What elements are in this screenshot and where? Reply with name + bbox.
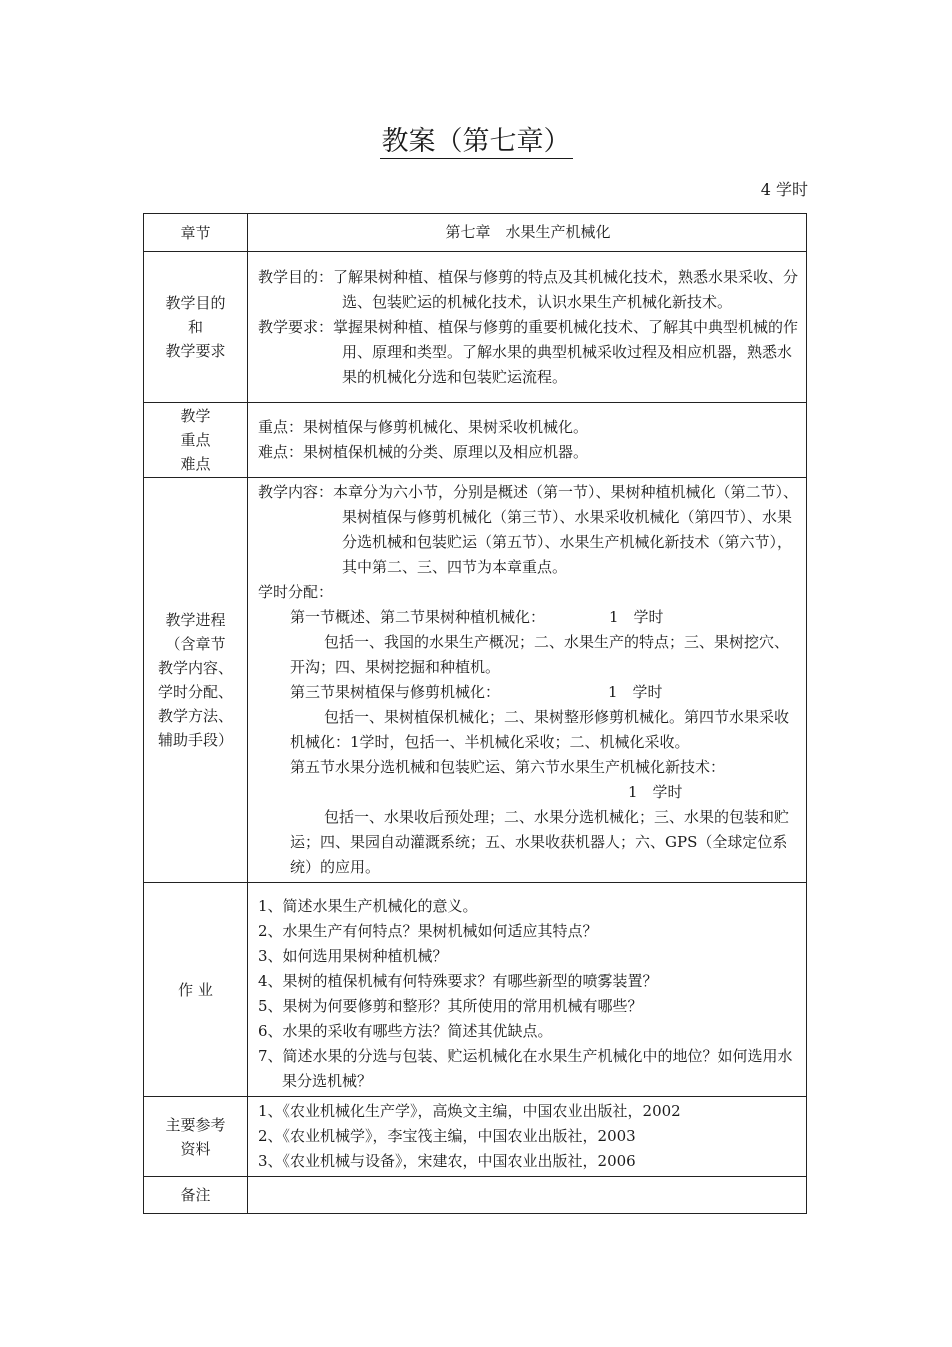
teaching-purpose: 教学目的：了解果树种植、植保与修剪的特点及其机械化技术，熟悉水果采收、分选、包装贮运的机械化技术，认识水果生产机械化新技术。 — [258, 267, 799, 311]
content-intro: 教学内容：本章分为六小节，分别是概述（第一节）、果树种植机械化（第二节）、果树植保与修剪机械化（第三节）、水果采收机械化（第四节）、水果分选机械和包装贮运（第五节）、水果生产机械化新技术（第六节），其中第二、三、四节为本章重点。 — [258, 483, 799, 576]
lesson-plan-table — [143, 213, 807, 1214]
reference-item: 1、《农业机械化生产学》，高焕文主编，中国农业出版社，2002 — [258, 1102, 681, 1120]
label-goals-line: 教学要求 — [165, 342, 226, 360]
label-progress-line: 教学内容、 — [157, 659, 233, 677]
label-progress-line: 学时分配、 — [157, 683, 233, 701]
label-goals-line: 教学目的 — [165, 294, 226, 312]
label-homework: 作 业 — [144, 883, 248, 1097]
label-progress-line: 教学进程 — [165, 611, 226, 629]
label-goals — [144, 252, 248, 403]
total-hours: 4 学时 — [760, 180, 808, 199]
homework-content — [248, 883, 807, 1097]
label-notes: 备注 — [144, 1177, 248, 1214]
reference-item: 3、《农业机械与设备》，宋建农，中国农业出版社，2006 — [258, 1152, 636, 1170]
homework-item: 1、简述水果生产机械化的意义。 — [258, 896, 478, 915]
label-progress — [144, 478, 248, 883]
section-2-detail: 包括一、果树植保机械化；二、果树整形修剪机械化。第四节水果采收机械化：1学时，包括一、半机械化采收；二、机械化采收。 — [290, 708, 790, 751]
page-title — [0, 122, 952, 162]
label-references-line: 资料 — [180, 1139, 211, 1158]
section-3-title: 第五节水果分选机械和包装贮运、第六节水果生产机械化新技术： — [290, 758, 726, 776]
section-2-title — [258, 680, 798, 705]
row-progress — [144, 478, 807, 883]
label-progress-line: 教学方法、 — [157, 707, 233, 725]
difficult-point: 难点：果树植保机械的分类、原理以及相应机器。 — [258, 443, 589, 461]
label-goals-line: 和 — [187, 318, 203, 336]
section-1-title — [258, 605, 798, 630]
goals-content — [248, 252, 807, 403]
section-2-title-text: 第三节果树植保与修剪机械化： — [290, 683, 501, 701]
homework-item: 2、水果生产有何特点？果树机械如何适应其特点？ — [258, 921, 598, 940]
key-point: 重点：果树植保与修剪机械化、果树采收机械化。 — [258, 418, 589, 436]
keypoints-content — [248, 403, 807, 478]
label-references-line: 主要参考 — [165, 1115, 226, 1134]
homework-item: 4、果树的植保机械有何特殊要求？有哪些新型的喷雾装置？ — [258, 971, 658, 990]
chapter-content: 第七章 水果生产机械化 — [248, 214, 807, 252]
row-references — [144, 1097, 807, 1177]
section-1-title-text: 第一节概述、第二节果树种植机械化： — [290, 608, 546, 626]
teaching-requirement: 教学要求：掌握果树种植、植保与修剪的重要机械化技术、了解其中典型机械的作用、原理和类型。了解水果的典型机械采收过程及相应机器，熟悉水果的机械化分选和包装贮运流程。 — [258, 317, 799, 386]
row-goals — [144, 252, 807, 403]
homework-item: 7、简述水果的分选与包装、贮运机械化在水果生产机械化中的地位？如何选用水果分选机械？ — [258, 1046, 793, 1090]
notes-content — [248, 1177, 807, 1214]
references-content — [248, 1097, 807, 1177]
homework-item: 3、如何选用果树种植机械？ — [258, 946, 448, 965]
label-chapter: 章节 — [144, 214, 248, 252]
label-keypoints-line: 难点 — [180, 455, 211, 473]
homework-item: 6、水果的采收有哪些方法？简述其优缺点。 — [258, 1021, 553, 1040]
homework-item: 5、果树为何要修剪和整形？其所使用的常用机械有哪些？ — [258, 996, 643, 1015]
progress-content — [248, 478, 807, 883]
label-keypoints — [144, 403, 248, 478]
row-homework — [144, 883, 807, 1097]
allocation-label: 学时分配： — [258, 583, 334, 601]
label-keypoints-line: 重点 — [180, 431, 211, 449]
label-references — [144, 1097, 248, 1177]
row-notes — [144, 1177, 807, 1214]
label-progress-line: 辅助手段） — [157, 731, 233, 749]
section-1-detail: 包括一、我国的水果生产概况；二、水果生产的特点；三、果树挖穴、开沟；四、果树挖掘和种植机。 — [290, 633, 790, 676]
page-title-text: 教案（第七章） — [381, 126, 571, 157]
section-2-hours: 1 学时 — [608, 683, 663, 701]
section-3-detail: 包括一、水果收后预处理；二、水果分选机械化；三、水果的包装和贮运；四、果园自动灌溉系统；五、水果收获机器人；六、GPS（全球定位系统）的应用。 — [290, 808, 790, 876]
row-keypoints — [144, 403, 807, 478]
label-progress-line: （含章节 — [165, 635, 226, 653]
section-1-hours: 1 学时 — [609, 608, 664, 626]
label-keypoints-line: 教学 — [180, 407, 211, 425]
reference-item: 2、《农业机械学》，李宝筏主编，中国农业出版社，2003 — [258, 1127, 636, 1145]
row-chapter — [144, 214, 807, 252]
section-3-hours: 1 学时 — [628, 783, 683, 801]
